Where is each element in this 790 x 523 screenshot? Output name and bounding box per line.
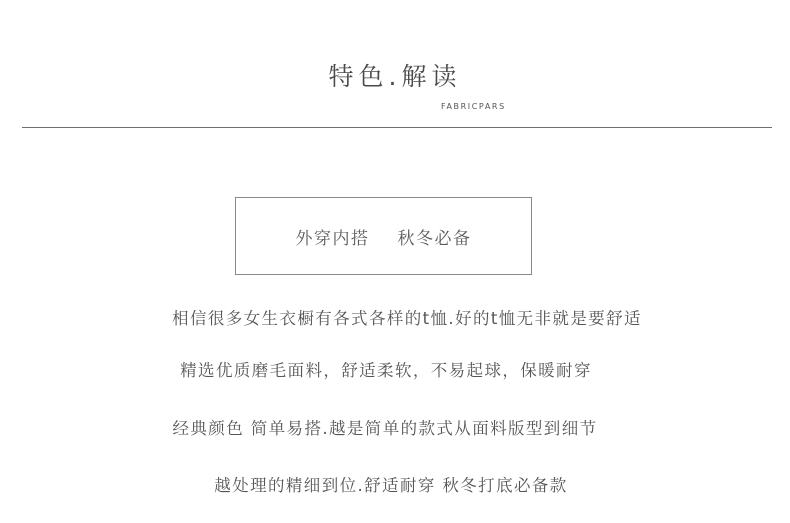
description-line-4: 越处理的精细到位.舒适耐穿 秋冬打底必备款 bbox=[214, 476, 568, 495]
callout-box bbox=[235, 197, 532, 275]
description-line-2: 精选优质磨毛面料，舒适柔软，不易起球，保暖耐穿 bbox=[180, 361, 592, 380]
callout-right-text: 秋冬必备 bbox=[397, 228, 472, 249]
callout-left-text: 外穿内搭 bbox=[295, 228, 370, 249]
page-subtitle: FABRICPARS bbox=[441, 102, 506, 111]
header-divider bbox=[22, 127, 772, 128]
description-line-3: 经典颜色 简单易搭.越是简单的款式从面料版型到细节 bbox=[172, 419, 598, 438]
page-title: 特色.解读 bbox=[328, 62, 462, 91]
description-line-1: 相信很多女生衣橱有各式各样的t恤.好的t恤无非就是要舒适 bbox=[172, 309, 642, 328]
